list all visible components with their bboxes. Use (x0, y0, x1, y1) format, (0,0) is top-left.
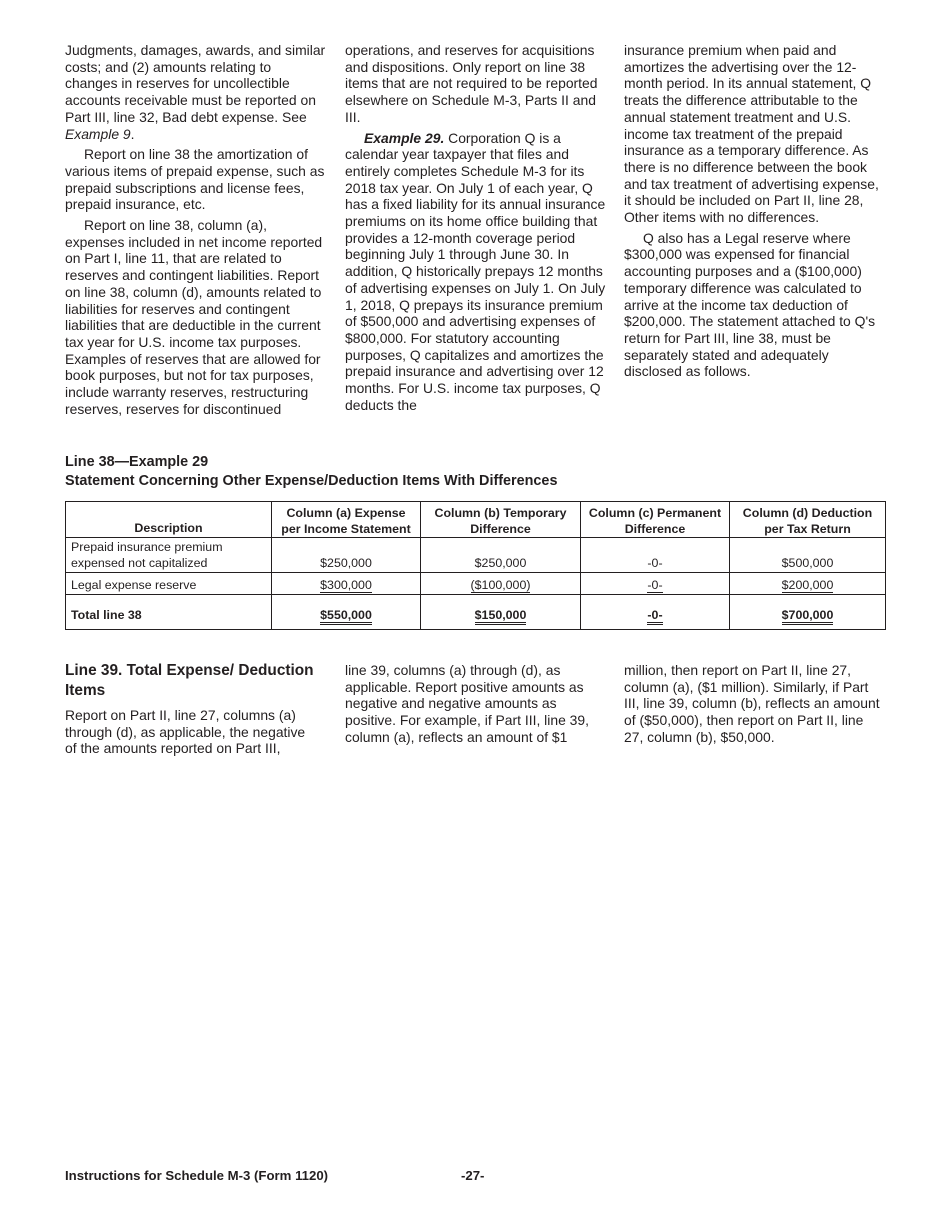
cell-value: $200,000 (781, 578, 834, 592)
example-reference: Example 9 (65, 125, 131, 142)
cell-value: -0- (647, 608, 662, 625)
text-column-1 (65, 42, 327, 421)
text-column-3-bottom (624, 662, 886, 750)
paragraph: operations, and reserves for acquisitions and dispositions. Only report on line 38 items that are not required to be reported elsewhere on Schedule M-3, Parts II and III. (345, 42, 598, 125)
cell-column-c (581, 538, 730, 573)
section-heading: Line 39. Total Expense/ Deduction Items (65, 662, 314, 699)
table-title-line-2: Statement Concerning Other Expense/Deduction Items With Differences (65, 473, 558, 489)
cell-column-c (581, 595, 730, 630)
paragraph (345, 130, 607, 414)
text-column-2 (345, 42, 607, 417)
table-header-row (66, 502, 886, 538)
table-row (66, 538, 886, 573)
paragraph: million, then report on Part II, line 27, column (a), ($1 million). Similarly, if Part III, line 39, column (b), reflects an amount of ($50,000), then report on Part II, line 27, column (b), $50,000. (624, 662, 880, 745)
text-column-2-bottom (345, 662, 607, 750)
cell-value: $500,000 (781, 556, 834, 570)
cell-column-a (272, 538, 421, 573)
cell-value: $300,000 (320, 578, 372, 592)
cell-column-a (272, 595, 421, 630)
paragraph-text: Corporation Q is a calendar year taxpayer that files and entirely completes Schedule M-3 for its 2018 tax year. On July 1 of each year, Q has a fixed liability for its annual insurance premiums on its home office building that provides a 12-month coverage period beginning July 1 through June 30. In addition, Q historically prepays 12 months of advertising expenses on July 1. On July 1, 2018, Q prepays its insurance premium of $500,000 and advertising expenses of $800,000. For statutory accounting purposes, Q capitalizes and amortizes the prepaid insurance and advertising over 12 months. For U.S. income tax purposes, Q deducts the (345, 129, 606, 413)
header-column-d: Column (d) Deduction per Tax Return (730, 502, 886, 538)
cell-column-d (730, 595, 886, 630)
header-column-b: Column (b) Temporary Difference (421, 502, 581, 538)
page-number: -27- (461, 1168, 485, 1183)
cell-column-c (581, 573, 730, 595)
cell-value: -0- (647, 556, 663, 570)
row-description: Total line 38 (66, 595, 272, 630)
schedule-table (65, 501, 886, 630)
header-description: Description (66, 502, 272, 538)
paragraph: Report on line 38, column (a), expenses included in net income reported on Part I, line 11, that are related to reserves and contingent liabilities. Report on line 38, column (d), amounts related to liabilities for reserves and contingent liabilities that are deductible in the current tax year for U.S. income tax purposes. Examples of reserves that are allowed for book purposes, but not for tax purposes, include warranty reserves, restructuring reserves, reserves for discontinued (65, 217, 323, 417)
table-row (66, 573, 886, 595)
cell-column-a (272, 573, 421, 595)
cell-value: $150,000 (475, 608, 527, 625)
paragraph (65, 42, 327, 142)
paragraph: Q also has a Legal reserve where $300,000 was expensed for financial accounting purposes and a ($100,000) temporary difference was calculated to arrive at the income tax deduction of $200,000. The statement attached to Q's return for Part III, line 38, must be separately stated and adequately disclosed as follows. (624, 229, 876, 380)
cell-column-b (421, 538, 581, 573)
cell-value: $250,000 (320, 556, 372, 570)
table-title (65, 453, 557, 491)
text-column-3 (624, 42, 886, 384)
table-total-row (66, 595, 886, 630)
paragraph: Report on Part II, line 27, columns (a) through (d), as applicable, the negative of the amounts reported on Part III, (65, 707, 306, 757)
cell-column-d (730, 538, 886, 573)
cell-value: ($100,000) (470, 578, 531, 592)
cell-value: -0- (647, 578, 663, 592)
table-title-line-1: Line 38—Example 29 (65, 454, 209, 470)
cell-value: $250,000 (474, 556, 527, 570)
paragraph: insurance premium when paid and amortizes the advertising over the 12-month period. In its annual statement, Q treats the difference attributable to the annual statement treatment and U.S. income tax treatment of the prepaid insurance as a temporary difference. As there is no difference between the book and tax treatment of advertising expense, it should be included on Part II, line 28, Other items with no differences. (624, 42, 879, 226)
cell-column-b (421, 595, 581, 630)
paragraph-text: Judgments, damages, awards, and similar costs; and (2) amounts relating to changes in reserves for uncollectible accounts receivable must be reported on Part III, line 32, Bad debt expense. See (65, 42, 326, 125)
footer-title: Instructions for Schedule M-3 (Form 1120) (65, 1168, 329, 1183)
row-description: Prepaid insurance premium expensed not capitalized (66, 538, 272, 573)
paragraph-text: . (130, 125, 135, 142)
cell-column-d (730, 573, 886, 595)
header-column-a: Column (a) Expense per Income Statement (272, 502, 421, 538)
row-description: Legal expense reserve (66, 573, 272, 595)
cell-value: $550,000 (320, 608, 372, 625)
text-column-1-bottom (65, 661, 315, 761)
paragraph: line 39, columns (a) through (d), as applicable. Report positive amounts as negative and negative amounts as positive. For example, if Part III, line 39, column (a), reflects an amount of $1 (345, 662, 589, 745)
example-heading: Example 29. (364, 129, 445, 146)
header-column-c: Column (c) Permanent Difference (581, 502, 730, 538)
cell-value: $700,000 (782, 608, 834, 625)
cell-column-b (421, 573, 581, 595)
paragraph: Report on line 38 the amortization of various items of prepaid expense, such as prepaid subscriptions and license fees, prepaid insurance, etc. (65, 146, 325, 213)
